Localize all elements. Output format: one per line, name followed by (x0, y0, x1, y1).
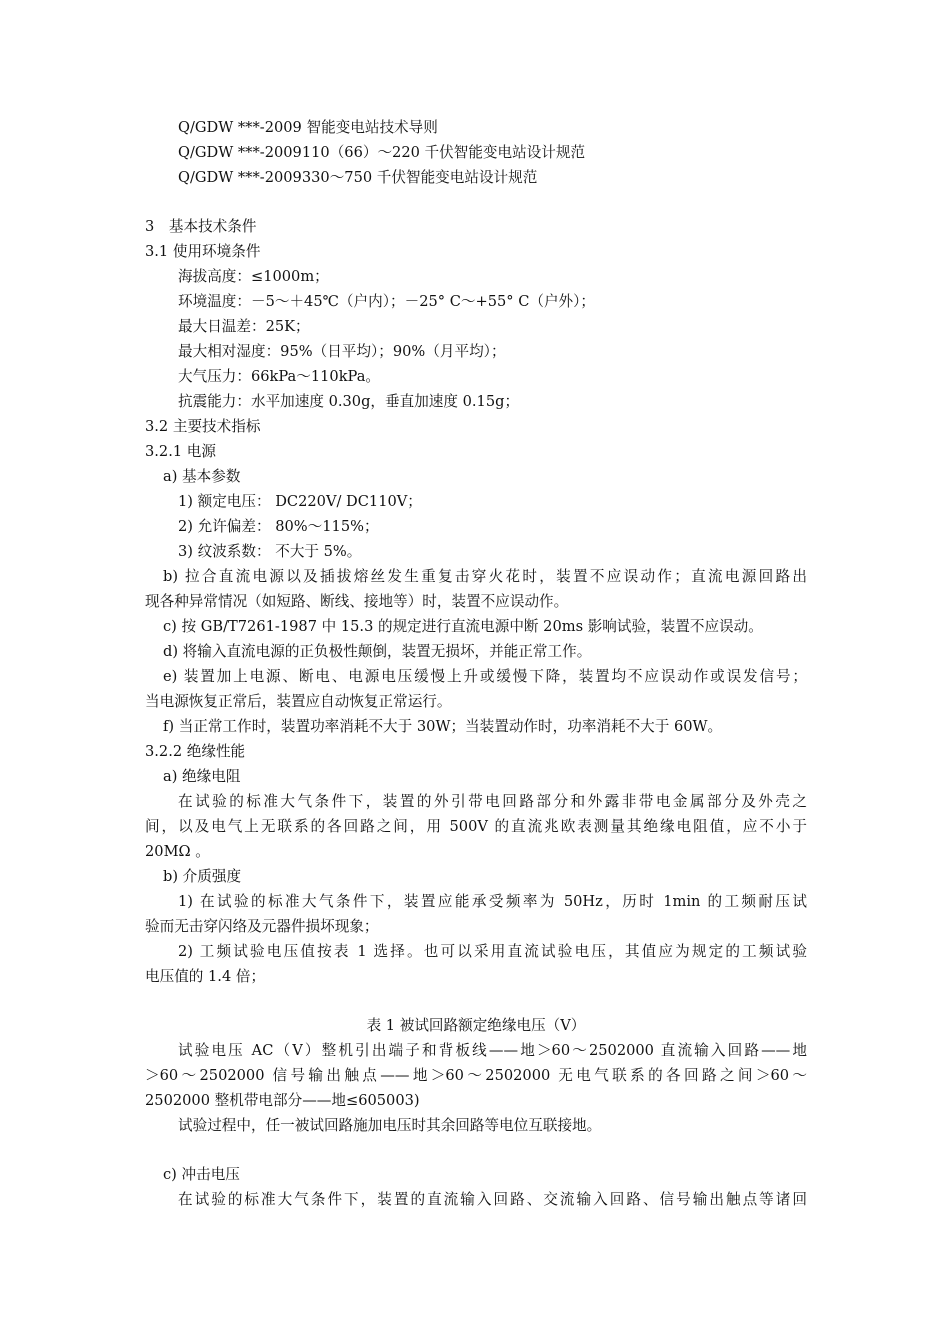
dielectric-1-line-1: 1) 在试验的标准大气条件下，装置应能承受频率为 50Hz，历时 1min 的工频耐压试 (178, 893, 807, 910)
section-3-2-heading: 3.2 主要技术指标 (145, 418, 261, 435)
dielectric-2-line-2: 电压值的 1.4 倍； (145, 968, 266, 985)
param-tolerance: 2) 允许偏差： 80%～115%； (178, 518, 379, 535)
item-b-line-1: b) 拉合直流电源以及插拔熔丝发生重复击穿火花时，装置不应误动作；直流电源回路出 (163, 568, 807, 585)
reference-standard-1: Q/GDW ***-2009 智能变电站技术导则 (178, 119, 438, 136)
reference-standard-3: Q/GDW ***-2009330～750 千伏智能变电站设计规范 (178, 169, 538, 186)
env-daily-temp-diff: 最大日温差：25K； (178, 318, 310, 335)
item-e-line-1: e) 装置加上电源、断电、电源电压缓慢上升或缓慢下降，装置均不应误动作或误发信号； (163, 668, 807, 685)
insulation-para-line-1: 在试验的标准大气条件下，装置的外引带电回路部分和外露非带电金属部分及外壳之 (178, 793, 807, 810)
section-3-1-heading: 3.1 使用环境条件 (145, 243, 261, 260)
section-3-heading: 3 基本技术条件 (145, 218, 257, 235)
reference-standard-2: Q/GDW ***-2009110（66）～220 千伏智能变电站设计规范 (178, 144, 586, 161)
table-1-flattened-line-3: 2502000 整机带电部分——地≤605003) (145, 1092, 420, 1109)
impulse-para-line-1: 在试验的标准大气条件下，装置的直流输入回路、交流输入回路、信号输出触点等诸回 (178, 1191, 807, 1208)
item-a-insulation-resistance: a) 绝缘电阻 (163, 768, 241, 785)
param-ripple: 3) 纹波系数： 不大于 5%。 (178, 543, 362, 560)
item-e-line-2: 当电源恢复正常后，装置应自动恢复正常运行。 (145, 693, 452, 710)
table-1-flattened-line-2: ＞60～2502000 信号输出触点——地＞60～2502000 无电气联系的各回路之间＞60～ (145, 1067, 807, 1084)
env-altitude: 海拔高度：≤1000m； (178, 268, 329, 285)
insulation-para-line-2: 间，以及电气上无联系的各回路之间，用 500V 的直流兆欧表测量其绝缘电阻值，应不小于 (145, 818, 807, 835)
item-b-line-2: 现各种异常情况（如短路、断线、接地等）时，装置不应误动作。 (145, 593, 569, 610)
item-d: d) 将输入直流电源的正负极性颠倒，装置无损坏，并能正常工作。 (163, 643, 592, 660)
item-c: c) 按 GB/T7261-1987 中 15.3 的规定进行直流电源中断 20ms 影响试验，装置不应误动。 (163, 618, 763, 635)
dielectric-1-line-2: 验而无击穿闪络及元器件损坏现象； (145, 918, 379, 935)
section-3-2-2-heading: 3.2.2 绝缘性能 (145, 743, 246, 760)
insulation-para-line-3: 20MΩ 。 (145, 843, 210, 860)
test-process-note: 试验过程中，任一被试回路施加电压时其余回路等电位互联接地。 (178, 1117, 602, 1134)
table-1-caption: 表 1 被试回路额定绝缘电压（V） (366, 1017, 586, 1034)
env-humidity: 最大相对湿度：95%（日平均）；90%（月平均）； (178, 343, 506, 360)
section-3-2-1-heading: 3.2.1 电源 (145, 443, 216, 460)
item-b-dielectric-strength: b) 介质强度 (163, 868, 242, 885)
item-c-impulse-voltage: c) 冲击电压 (163, 1166, 240, 1183)
env-seismic: 抗震能力：水平加速度 0.30g，垂直加速度 0.15g； (178, 393, 520, 410)
param-rated-voltage: 1) 额定电压： DC220V/ DC110V； (178, 493, 422, 510)
dielectric-2-line-1: 2) 工频试验电压值按表 1 选择。也可以采用直流试验电压，其值应为规定的工频试验 (178, 943, 807, 960)
env-temperature: 环境温度：－5～＋45℃（户内）；－25° C～+55° C（户外）； (178, 293, 596, 310)
table-1-flattened-line-1: 试验电压 AC（V）整机引出端子和背板线——地＞60～2502000 直流输入回路——地 (178, 1042, 807, 1059)
env-pressure: 大气压力：66kPa～110kPa。 (178, 368, 380, 385)
item-a-basic-params: a) 基本参数 (163, 468, 241, 485)
item-f: f) 当正常工作时，装置功率消耗不大于 30W；当装置动作时，功率消耗不大于 60W。 (163, 718, 723, 735)
